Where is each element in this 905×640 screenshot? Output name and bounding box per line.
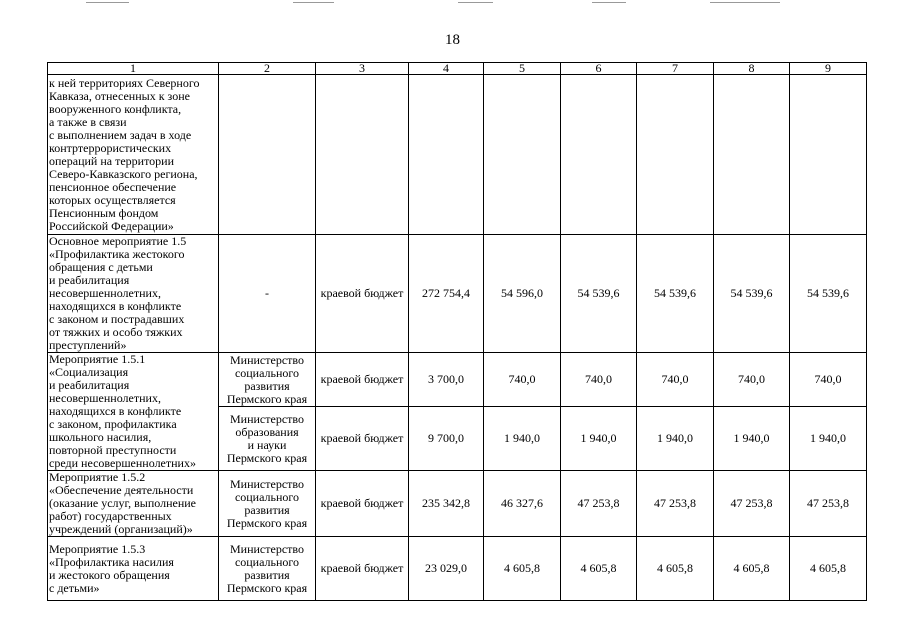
text-line: (оказание услуг, выполнение (49, 496, 196, 510)
column-header: 3 (316, 63, 409, 75)
amount-cell: 4 605,8 (484, 537, 561, 601)
activity-cell (48, 235, 219, 353)
text-line: повторной преступности (49, 443, 177, 457)
amount-cell: 1 940,0 (790, 407, 867, 471)
text-line: Пермского края (226, 450, 308, 465)
amount-cell (790, 75, 867, 235)
amount-cell: 47 253,8 (637, 471, 714, 537)
text-line: - (265, 286, 269, 300)
text-line: вооруженного конфликта, (49, 101, 182, 116)
amount-cell: 9 700,0 (409, 407, 484, 471)
amount-cell: 235 342,8 (409, 471, 484, 537)
amount-cell (409, 75, 484, 235)
executor-cell (219, 407, 316, 471)
text-line: Пермского края (226, 515, 308, 530)
amount-cell: 54 539,6 (714, 235, 790, 353)
source-cell: краевой бюджет (316, 407, 409, 471)
amount-cell: 740,0 (637, 353, 714, 407)
table-row (48, 471, 867, 537)
amount-cell (484, 75, 561, 235)
text-line: «Профилактика жестокого (49, 247, 185, 261)
text-line: «Социализация (49, 365, 129, 379)
table-row (48, 353, 867, 407)
text-line: Основное мероприятие 1.5 (49, 234, 187, 248)
executor-cell (219, 471, 316, 537)
executor-cell (219, 75, 316, 235)
amount-cell: 740,0 (484, 353, 561, 407)
text-line: Северо-Кавказского региона, (49, 166, 198, 181)
activity-cell (48, 471, 219, 537)
amount-cell: 54 539,6 (637, 235, 714, 353)
text-line: социального (234, 365, 300, 380)
text-line: с законом и пострадавших (49, 312, 185, 326)
text-line: работ) государственных (49, 509, 172, 523)
amount-cell: 1 940,0 (637, 407, 714, 471)
text-line: с детьми» (49, 580, 100, 595)
source-cell: краевой бюджет (316, 471, 409, 537)
text-line: образования (235, 424, 299, 439)
amount-cell: 3 700,0 (409, 353, 484, 407)
amount-cell: 46 327,6 (484, 471, 561, 537)
amount-cell: 740,0 (561, 353, 637, 407)
amount-cell: 740,0 (790, 353, 867, 407)
text-line: с законом, профилактика (49, 417, 177, 431)
text-line: Пермского края (226, 391, 308, 406)
activity-cell (48, 537, 219, 601)
amount-cell (561, 75, 637, 235)
column-header: 9 (790, 63, 867, 75)
amount-cell: 54 539,6 (561, 235, 637, 353)
table-row (48, 537, 867, 601)
amount-cell: 740,0 (714, 353, 790, 407)
text-line: и науки (247, 437, 287, 452)
text-line: развития (244, 502, 290, 517)
text-line: находящихся в конфликте (49, 299, 182, 313)
executor-cell (219, 537, 316, 601)
column-header: 8 (714, 63, 790, 75)
amount-cell: 54 539,6 (790, 235, 867, 353)
column-header: 2 (219, 63, 316, 75)
activity-cell (48, 75, 219, 235)
column-header: 1 (48, 63, 219, 75)
source-cell (316, 75, 409, 235)
text-line: школьного насилия, (49, 430, 152, 444)
amount-cell: 47 253,8 (714, 471, 790, 537)
text-line: несовершеннолетних, (49, 286, 161, 300)
text-line: «Профилактика насилия (49, 554, 174, 569)
amount-cell: 1 940,0 (484, 407, 561, 471)
text-line: Кавказа, отнесенных к зоне (49, 88, 190, 103)
text-line: социального (234, 489, 300, 504)
budget-table (47, 62, 867, 601)
text-line: Пермского края (226, 580, 308, 595)
source-cell: краевой бюджет (316, 353, 409, 407)
text-line: операций на территории (49, 153, 175, 168)
text-line: а также в связи (49, 114, 127, 129)
amount-cell: 54 596,0 (484, 235, 561, 353)
text-line: обращения с детьми (49, 260, 153, 274)
amount-cell: 4 605,8 (561, 537, 637, 601)
header-row (48, 63, 867, 75)
text-line: Пенсионным фондом (49, 205, 159, 220)
executor-cell (219, 235, 316, 353)
column-header: 4 (409, 63, 484, 75)
text-line: Министерство (230, 541, 304, 556)
text-line: с выполнением задач в ходе (49, 127, 192, 142)
amount-cell: 23 029,0 (409, 537, 484, 601)
amount-cell: 1 940,0 (714, 407, 790, 471)
amount-cell: 4 605,8 (714, 537, 790, 601)
executor-cell (219, 353, 316, 407)
text-line: развития (244, 378, 290, 393)
text-line: к ней территориях Северного (49, 75, 200, 90)
source-cell: краевой бюджет (316, 235, 409, 353)
activity-cell (48, 353, 219, 471)
text-line: несовершеннолетних, (49, 391, 161, 405)
amount-cell (637, 75, 714, 235)
amount-cell: 47 253,8 (561, 471, 637, 537)
text-line: Российской Федерации» (49, 218, 174, 233)
amount-cell: 1 940,0 (561, 407, 637, 471)
text-line: и реабилитация (49, 378, 130, 392)
text-line: учреждений (организаций)» (49, 522, 193, 536)
text-line: Мероприятие 1.5.1 (49, 352, 146, 366)
column-header: 6 (561, 63, 637, 75)
table-row (48, 75, 867, 235)
text-line: «Обеспечение деятельности (49, 483, 194, 497)
table-row (48, 235, 867, 353)
amount-cell: 4 605,8 (637, 537, 714, 601)
text-line: преступлений» (49, 338, 127, 352)
text-line: находящихся в конфликте (49, 404, 182, 418)
amount-cell: 4 605,8 (790, 537, 867, 601)
text-line: Министерство (230, 476, 304, 491)
text-line: среди несовершеннолетних» (49, 456, 196, 470)
text-line: Мероприятие 1.5.2 (49, 470, 146, 484)
text-line: Мероприятие 1.5.3 (49, 541, 146, 556)
text-line: Министерство (230, 411, 304, 426)
amount-cell: 47 253,8 (790, 471, 867, 537)
column-header: 7 (637, 63, 714, 75)
text-line: от тяжких и особо тяжких (49, 325, 183, 339)
text-line: пенсионное обеспечение (49, 179, 177, 194)
amount-cell (714, 75, 790, 235)
text-line: и реабилитация (49, 273, 130, 287)
text-line: социального (234, 554, 300, 569)
text-line: контртеррористических (49, 140, 172, 155)
amount-cell: 272 754,4 (409, 235, 484, 353)
page-number: 18 (445, 32, 460, 48)
text-line: развития (244, 567, 290, 582)
text-line: Министерство (230, 352, 304, 367)
text-line: и жестокого обращения (49, 567, 170, 582)
source-cell: краевой бюджет (316, 537, 409, 601)
column-header: 5 (484, 63, 561, 75)
text-line: которых осуществляется (49, 192, 176, 207)
